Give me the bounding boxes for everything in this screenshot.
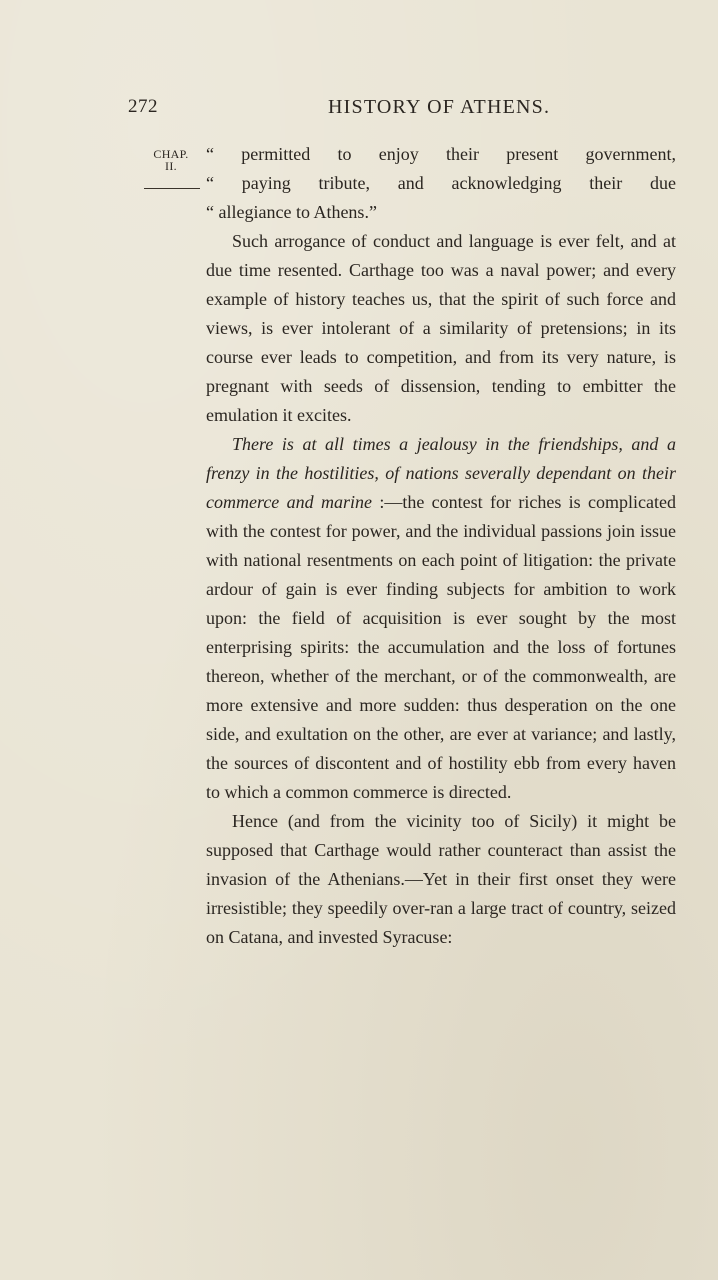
- chapter-label: CHAP.: [153, 147, 189, 161]
- paragraph: Such arrogance of conduct and language is ever felt, and at due time resented. Carthage too was a naval power; and every example of history teaches us, that the spirit of such force and views, is ever intolerant of a similarity of pretensions; in its course ever leads to competition, and from its very nature, is pregnant with seeds of dissension, tending to embitter the emulation it excites.: [206, 231, 676, 425]
- chapter-margin-note: [144, 148, 198, 172]
- running-title: HISTORY OF ATHENS.: [328, 96, 551, 118]
- quote-block: [206, 140, 676, 227]
- paragraph-text: :—the contest for riches is complicated with the contest for power, and the individual passions join issue with national resentments on each point of litigation: the private ardour of gain is ever finding subjects for ambition to work upon: the field of acquisition is ever sought by the most enterprising spirits: the accumulation and the loss of fortunes thereon, whether of the merchant, or of the commonwealth, are more extensive and more sudden: thus desperation on the one side, and exultation on the other, are ever at variance; and lastly, the sources of discontent and of hostility ebb from every haven to which a common commerce is directed.: [206, 492, 676, 802]
- paragraph: [206, 430, 676, 807]
- paragraph: Hence (and from the vicinity too of Sicily) it might be supposed that Carthage would rather counteract than assist the invasion of the Athenians.—Yet in their first onset they were irresistible; they speedily over-ran a large tract of country, seized on Catana, and invested Syracuse:: [206, 811, 676, 947]
- quote-line: “ permitted to enjoy their present government,: [206, 144, 676, 164]
- margin-rule: [144, 188, 200, 189]
- quote-line: “ paying tribute, and acknowledging their due: [206, 173, 676, 193]
- chapter-number: II.: [165, 159, 177, 173]
- page-header: [128, 96, 574, 126]
- body-text: [206, 140, 676, 952]
- italic-passage: There is at all times a jealousy in the friendships, and a frenzy in the hostilities, of nations severally dependant on their commerce and marine: [206, 434, 676, 512]
- page-number: 272: [128, 96, 158, 117]
- quote-line: “ allegiance to Athens.”: [206, 202, 377, 222]
